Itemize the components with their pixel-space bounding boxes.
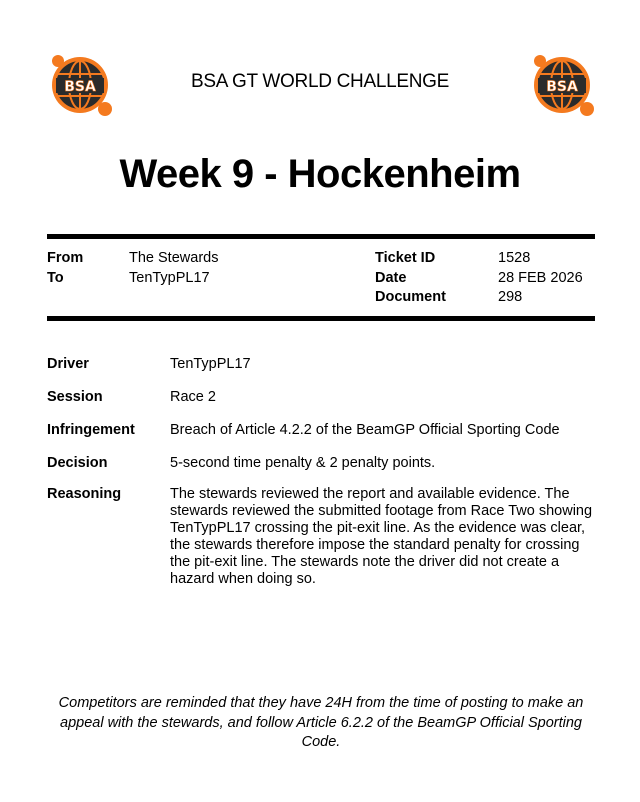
- session-label: Session: [47, 389, 103, 405]
- meta-values-right: [498, 249, 583, 308]
- document-label: Document: [375, 289, 446, 305]
- document-value: 298: [498, 289, 523, 305]
- ticket-id-label: Ticket ID: [375, 250, 436, 266]
- appeal-notice: Competitors are reminded that they have 24H from the time of posting to make an appeal with the stewards, and follow Article 6.2.2 of the BeamGP Official Sporting Code.: [58, 695, 584, 750]
- driver-value: TenTypPL17: [170, 356, 251, 372]
- header-divider-top: [47, 234, 595, 239]
- decision-value: 5-second time penalty & 2 penalty points.: [170, 455, 436, 471]
- driver-label: Driver: [47, 356, 89, 372]
- infringement-value: Breach of Article 4.2.2 of the BeamGP Official Sporting Code: [170, 422, 560, 438]
- ticket-id-value: 1528: [498, 250, 531, 266]
- svg-text:BSA: BSA: [546, 79, 578, 95]
- page-title: Week 9 - Hockenheim: [119, 152, 521, 196]
- to-value: TenTypPL17: [129, 269, 210, 286]
- reasoning-value: The stewards reviewed the report and available evidence. The stewards reviewed the submitted footage from Race Two showing TenTypPL17 crossing the pit-exit line. As the evidence was clear, the stewards therefore impose the standard penalty for crossing the pit-exit line. The stewards note the driver did not create a hazard when doing so.: [170, 486, 593, 587]
- to-label: To: [47, 269, 64, 286]
- reasoning-label: Reasoning: [47, 486, 122, 502]
- meta-labels-left: [47, 249, 83, 288]
- date-value: 28 FEB 2026: [498, 269, 583, 286]
- meta-labels-right: [375, 249, 446, 308]
- date-label: Date: [375, 269, 407, 286]
- from-value: The Stewards: [129, 250, 219, 266]
- session-value: Race 2: [170, 389, 216, 405]
- svg-text:BSA: BSA: [64, 79, 96, 95]
- from-label: From: [47, 250, 84, 266]
- header-divider-bottom: [47, 316, 595, 321]
- decision-label: Decision: [47, 455, 108, 471]
- meta-values-left: [129, 249, 218, 288]
- org-title: BSA GT WORLD CHALLENGE: [190, 71, 450, 92]
- infringement-label: Infringement: [47, 422, 135, 438]
